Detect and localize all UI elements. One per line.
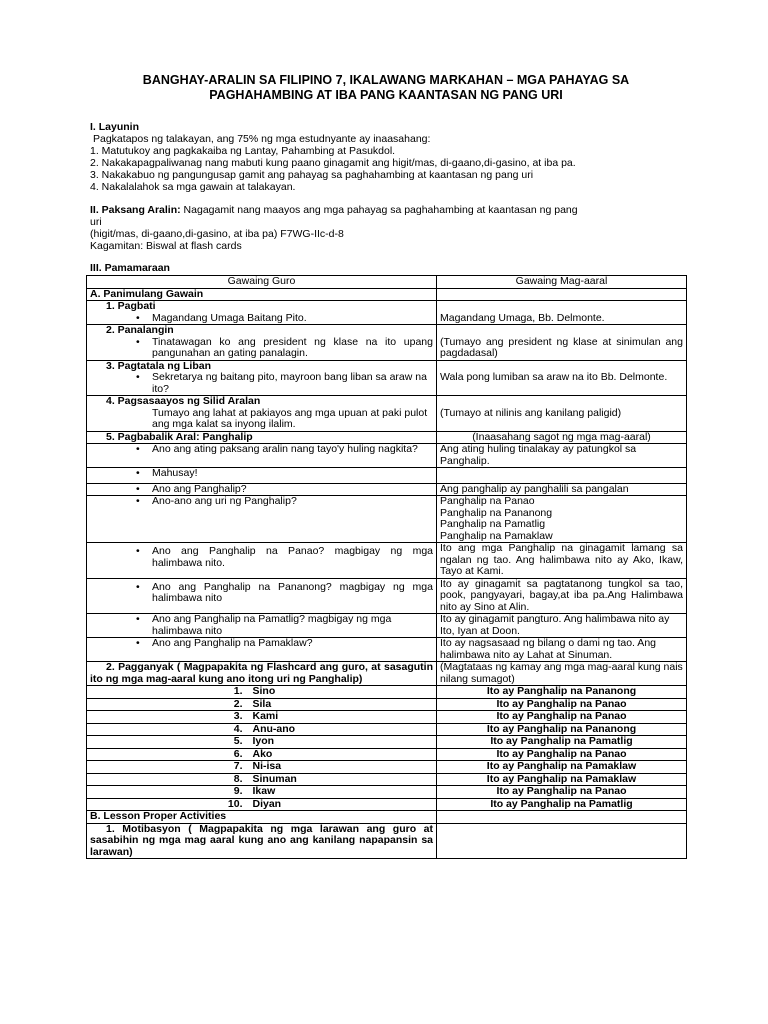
list-item: Panghalip na Pananong — [440, 506, 553, 519]
flashcard-word — [87, 723, 437, 736]
aaral-text: Ito ay nagsasaad ng bilang o dami ng tao. Ang halimbawa nito ay Lahat at Sinuman. — [437, 638, 687, 662]
flashcard-word-text: Iyon — [252, 735, 275, 747]
table-row — [87, 543, 687, 579]
guro-text: Sekretarya ng baitang pito, mayroon bang liban sa araw na ito? — [152, 371, 427, 395]
flashcard-rows — [87, 686, 687, 811]
guro-text: Mahusay! — [152, 467, 198, 479]
flashcard-row — [87, 686, 687, 699]
flashcard-answer: Ito ay Panghalip na Panao — [437, 711, 687, 724]
table-row — [87, 662, 687, 686]
table-row — [87, 483, 687, 496]
aaral-text: (Magtataas ng kamay ang mga mag-aaral kung nais nilang sumagot) — [437, 662, 687, 686]
kagamitan-line: Kagamitan: Biswal at flash cards — [90, 240, 242, 252]
flashcard-number: 9. — [233, 785, 243, 797]
flashcard-answer: Ito ay Panghalip na Pananong — [437, 723, 687, 736]
bullet-icon: • — [136, 613, 140, 625]
layunin-item: 1. Matutukoy ang pagkakaiba ng Lantay, Pahambing at Pasukdol. — [90, 145, 396, 157]
title-line-2: PAGHAHAMBING AT IBA PANG KAANTASAN NG PANG URI — [209, 88, 563, 102]
aaral-text: Ito ang mga Panghalip na ginagamit lamang sa ngalan ng tao. Ang halimbawa nito ay Ako, Ikaw, Tayo at Kami. — [437, 543, 687, 579]
flashcard-number: 6. — [233, 748, 243, 760]
table-row — [87, 496, 687, 543]
guro-text: Tumayo ang lahat at pakiayos ang mga upuan at paki pulot ang mga kalat sa inyong ilalim. — [152, 406, 428, 430]
document-title — [86, 73, 686, 103]
guro-text: Ano ang Panghalip na Pananong? magbigay ng mga halimbawa nito — [152, 580, 433, 604]
list-item: Panghalip na Pamatlig — [440, 518, 546, 530]
aaral-text: Ang panghalip ay panghalili sa pangalan — [437, 483, 687, 496]
flashcard-answer: Ito ay Panghalip na Pamatlig — [437, 798, 687, 811]
bullet-icon: • — [136, 335, 140, 348]
flashcard-word — [87, 711, 437, 724]
step-panalangin: 2. Panalangin — [106, 324, 174, 336]
paksang-line-3: (higit/mas, di-gaano,di-gasino, at iba pa) F7WG-IIc-d-8 — [90, 228, 344, 240]
bullet-icon: • — [136, 545, 140, 557]
list-item: Panghalip na Pamaklaw — [440, 529, 553, 542]
bullet-icon: • — [136, 443, 140, 455]
aaral-text: (Tumayo ang president ng klase at sinimulan ang pagdadasal) — [440, 335, 683, 359]
flashcard-word — [87, 761, 437, 774]
flashcard-number: 3. — [233, 710, 243, 722]
section-row — [87, 811, 687, 824]
guro-text: Ano ang ating paksang aralin nang tayo'y huling nagkita? — [152, 443, 418, 455]
flashcard-answer: Ito ay Panghalip na Panao — [437, 786, 687, 799]
paksang-line-1 — [90, 204, 690, 216]
flashcard-word-text: Sinuman — [252, 773, 297, 785]
table-row — [87, 468, 687, 484]
flashcard-number: 8. — [233, 773, 243, 785]
flashcard-number: 1. — [233, 685, 243, 697]
flashcard-word-text: Anu-ano — [252, 723, 296, 735]
bullet-icon: • — [136, 311, 140, 324]
bullet-icon: • — [136, 483, 140, 495]
flashcard-row — [87, 723, 687, 736]
list-item: Panghalip na Panao — [440, 495, 535, 507]
guro-text: Ano ang Panghalip na Pamatlig? magbigay ng mga halimbawa nito — [152, 613, 392, 637]
layunin-intro: Pagkatapos ng talakayan, ang 75% ng mga estudnyante ay inaasahang: — [93, 133, 431, 145]
flashcard-word-text: Sila — [252, 698, 272, 710]
aaral-text: Ito ay ginagamit sa pagtatanong tungkol sa tao, pook, pangyayari, bagay,at iba pa.Ang Halimbawa nito ay Sino at Alin. — [437, 578, 687, 614]
header-gawaing-guro: Gawaing Guro — [87, 276, 437, 289]
step-pagbati: 1. Pagbati — [106, 300, 156, 312]
flashcard-answer: Ito ay Panghalip na Panao — [437, 748, 687, 761]
paksang-line-2: uri — [90, 216, 102, 228]
flashcard-answer: Ito ay Panghalip na Panao — [437, 698, 687, 711]
bullet-icon: • — [136, 371, 140, 383]
flashcard-word-text: Ikaw — [252, 785, 276, 797]
flashcard-row — [87, 773, 687, 786]
flashcard-word-text: Ni-isa — [252, 760, 282, 772]
step-pagbabalik-aral: 5. Pagbabalik Aral: Panghalip — [106, 431, 253, 443]
flashcard-number: 10. — [227, 798, 243, 810]
aaral-text: Ito ay ginagamit pangturo. Ang halimbawa nito ay Ito, Iyan at Doon. — [437, 614, 687, 638]
aaral-text: (Tumayo at nilinis ang kanilang paligid) — [440, 406, 622, 419]
table-row — [87, 325, 687, 361]
layunin-heading: I. Layunin — [90, 121, 140, 133]
flashcard-row — [87, 711, 687, 724]
flashcard-number: 2. — [233, 698, 243, 710]
flashcard-row — [87, 786, 687, 799]
table-header-row — [87, 276, 687, 289]
flashcard-number: 4. — [233, 723, 243, 735]
table-row — [87, 396, 687, 432]
flashcard-row — [87, 748, 687, 761]
layunin-section — [90, 121, 690, 193]
guro-text: Ano ang Panghalip? — [152, 483, 247, 495]
layunin-item: 3. Nakakabuo ng pangungusap gamit ang pahayag sa paghahambing at kaantasan ng pang uri — [90, 169, 534, 181]
flashcard-row — [87, 761, 687, 774]
flashcard-word-text: Ako — [252, 748, 273, 760]
title-line-1: BANGHAY-ARALIN SA FILIPINO 7, IKALAWANG MARKAHAN – MGA PAHAYAG SA — [142, 73, 630, 87]
table-row — [87, 638, 687, 662]
flashcard-word — [87, 773, 437, 786]
flashcard-word — [87, 686, 437, 699]
bullet-icon: • — [136, 637, 140, 649]
flashcard-word — [87, 786, 437, 799]
flashcard-answer: Ito ay Panghalip na Pamaklaw — [437, 761, 687, 774]
table-row — [87, 360, 687, 396]
paksang-text: Nagagamit nang maayos ang mga pahayag sa paghahambing at kaantasan ng pang — [180, 204, 578, 216]
aaral-text: Ang ating huling tinalakay ay patungkol sa Panghalip. — [437, 444, 687, 468]
paksang-heading: II. Paksang Aralin: — [90, 204, 181, 216]
guro-text: Magandang Umaga Baitang Pito. — [152, 311, 307, 324]
guro-text: Ano ang Panghalip na Panao? magbigay ng mga halimbawa nito. — [152, 545, 433, 569]
guro-text: Ano ang Panghalip na Pamaklaw? — [152, 637, 313, 649]
table-row — [87, 614, 687, 638]
step-motibasyon: 1. Motibasyon ( Magpapakita ng mga larawan ang guro at sasabihin ng mga mag aaral kung ano ang kanilang napapansin sa larawan) — [90, 823, 433, 858]
section-row — [87, 288, 687, 301]
section-lesson-proper: B. Lesson Proper Activities — [87, 811, 437, 824]
guro-text: Ano-ano ang uri ng Panghalip? — [152, 495, 297, 507]
paksang-section — [90, 204, 690, 252]
flashcard-word — [87, 736, 437, 749]
table-row — [87, 444, 687, 468]
bullet-icon: • — [136, 467, 140, 479]
flashcard-number: 7. — [233, 760, 243, 772]
bullet-icon: • — [136, 495, 140, 507]
flashcard-word — [87, 798, 437, 811]
flashcard-row — [87, 798, 687, 811]
aaral-text: (Inaasahang sagot ng mga mag-aaral) — [437, 431, 687, 444]
flashcard-answer: Ito ay Panghalip na Pananong — [437, 686, 687, 699]
step-pagsasaayos: 4. Pagsasaayos ng Silid Aralan — [106, 395, 261, 407]
layunin-item: 2. Nakakapagpaliwanag nang mabuti kung paano ginagamit ang higit/mas, di-gaano,di-gasino, at iba pa. — [90, 157, 576, 169]
layunin-item: 4. Nakalalahok sa mga gawain at talakayan. — [90, 181, 296, 193]
header-gawaing-mag-aaral: Gawaing Mag-aaral — [437, 276, 687, 289]
section-panimulang-gawain: A. Panimulang Gawain — [87, 288, 437, 301]
flashcard-word — [87, 698, 437, 711]
guro-text: Tinatawagan ko ang president ng klase na ito upang pangunahan an gating panalagin. — [152, 335, 433, 359]
flashcard-row — [87, 736, 687, 749]
aaral-text: Magandang Umaga, Bb. Delmonte. — [440, 311, 605, 324]
flashcard-number: 5. — [233, 735, 243, 747]
flashcard-word-text: Kami — [252, 710, 279, 722]
step-pagganyak: 2. Pagganyak ( Magpapakita ng Flashcard ang guro, at sasagutin ito ng mga mag-aaral kung ano itong uri ng Panghalip) — [90, 661, 433, 685]
procedure-table — [86, 275, 687, 859]
table-row — [87, 301, 687, 325]
step-pagtatala-ng-liban: 3. Pagtatala ng Liban — [106, 360, 212, 372]
table-row — [87, 823, 687, 859]
flashcard-answer: Ito ay Panghalip na Pamatlig — [437, 736, 687, 749]
pamamaraan-heading: III. Pamamaraan — [90, 262, 170, 274]
flashcard-row — [87, 698, 687, 711]
flashcard-word — [87, 748, 437, 761]
flashcard-word-text: Sino — [252, 685, 276, 697]
aaral-text: Wala pong lumiban sa araw na ito Bb. Delmonte. — [440, 371, 668, 383]
table-row — [87, 578, 687, 614]
flashcard-answer: Ito ay Panghalip na Pamaklaw — [437, 773, 687, 786]
flashcard-word-text: Diyan — [252, 798, 282, 810]
table-row — [87, 431, 687, 444]
bullet-icon: • — [136, 580, 140, 593]
